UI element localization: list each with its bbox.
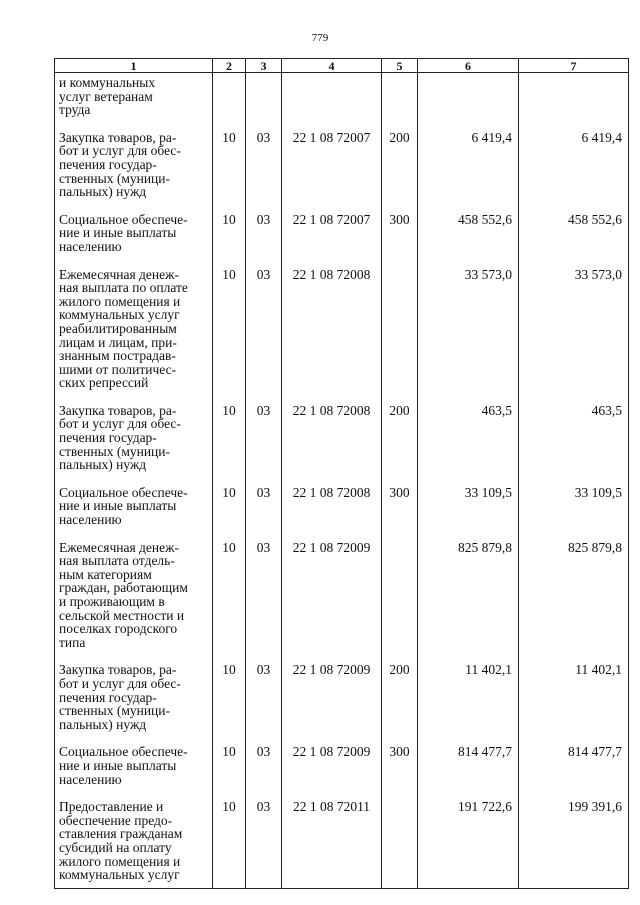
subsection-code: 03	[246, 541, 282, 664]
row-name-line: Ежемесячная денеж-	[59, 539, 179, 555]
row-name-line: Социальное обеспече-	[59, 744, 188, 760]
row-name	[55, 268, 213, 404]
amount-col-7: 6 419,4	[519, 131, 629, 213]
table-row	[55, 404, 629, 486]
table-row	[55, 745, 629, 800]
row-name-line: Социальное обеспече-	[59, 484, 188, 500]
row-name-line: и проживающим в	[59, 594, 165, 609]
section-code	[213, 73, 246, 131]
row-name-line: ставления гражданам	[59, 826, 183, 842]
section-code: 10	[213, 745, 246, 800]
row-name	[55, 800, 213, 888]
row-name-line: лицам и лицам, при-	[59, 334, 177, 350]
row-name-line: обеспечение предо-	[59, 812, 173, 828]
row-name-line: сельской местности и	[59, 607, 185, 623]
subsection-code: 03	[246, 131, 282, 213]
table-row	[55, 131, 629, 213]
amount-col-7: 463,5	[519, 404, 629, 486]
section-code: 10	[213, 213, 246, 268]
row-name-line: ние и иные выплаты	[59, 225, 177, 241]
row-name-line: ственных (муници-	[59, 170, 171, 186]
amount-col-7	[519, 73, 629, 131]
section-code: 10	[213, 131, 246, 213]
row-name	[55, 131, 213, 213]
expense-type-code: 200	[382, 131, 418, 213]
row-name-line: граждан, работающим	[59, 580, 188, 596]
row-name-line: жилого помещения и	[59, 293, 181, 309]
row-name-line: печения государ-	[59, 689, 157, 705]
section-code: 10	[213, 663, 246, 745]
row-name-line: и коммунальных	[59, 75, 156, 90]
target-article-code	[282, 73, 382, 131]
row-name-line: населению	[59, 238, 122, 254]
row-name-line: пальных) нужд	[59, 716, 147, 732]
target-article-code: 22 1 08 72009	[282, 663, 382, 745]
row-name-line: населению	[59, 512, 122, 528]
expense-type-code	[382, 268, 418, 404]
budget-table	[54, 58, 629, 889]
amount-col-6: 463,5	[418, 404, 519, 486]
target-article-code: 22 1 08 72007	[282, 213, 382, 268]
table-row	[55, 213, 629, 268]
row-name-line: ная выплата по оплате	[59, 280, 188, 296]
row-name	[55, 486, 213, 541]
header-col-6: 6	[418, 59, 519, 73]
row-name-line: поселках городского	[59, 621, 178, 637]
row-name-line: печения государ-	[59, 156, 157, 172]
amount-col-6: 814 477,7	[418, 745, 519, 800]
row-name-line: бот и услуг для обес-	[59, 143, 181, 159]
subsection-code: 03	[246, 213, 282, 268]
amount-col-7: 458 552,6	[519, 213, 629, 268]
row-name-line: населению	[59, 771, 122, 787]
row-name	[55, 73, 213, 131]
row-name-line: ние и иные выплаты	[59, 498, 177, 514]
expense-type-code: 300	[382, 745, 418, 800]
target-article-code: 22 1 08 72009	[282, 745, 382, 800]
page-number: 779	[311, 32, 329, 44]
target-article-code: 22 1 08 72007	[282, 131, 382, 213]
amount-col-7: 825 879,8	[519, 541, 629, 664]
amount-col-7: 33 573,0	[519, 268, 629, 404]
amount-col-6: 825 879,8	[418, 541, 519, 664]
header-col-1: 1	[55, 59, 213, 73]
amount-col-6: 11 402,1	[418, 663, 519, 745]
row-name-line: печения государ-	[59, 430, 157, 446]
row-name-line: ственных (муници-	[59, 703, 171, 719]
row-name	[55, 213, 213, 268]
row-name	[55, 404, 213, 486]
row-name-line: ная выплата отдель-	[59, 553, 175, 569]
target-article-code: 22 1 08 72008	[282, 404, 382, 486]
row-name-line: Предоставление и	[59, 799, 164, 815]
header-col-7: 7	[519, 59, 629, 73]
row-name-line: бот и услуг для обес-	[59, 416, 181, 432]
expense-type-code	[382, 541, 418, 664]
expense-type-code: 300	[382, 486, 418, 541]
row-name-line: ских репрессий	[59, 375, 149, 391]
amount-col-7: 11 402,1	[519, 663, 629, 745]
row-name-line: Закупка товаров, ра-	[59, 662, 177, 678]
table-row	[55, 268, 629, 404]
amount-col-6: 33 573,0	[418, 268, 519, 404]
row-name-line: бот и услуг для обес-	[59, 675, 181, 691]
amount-col-6: 191 722,6	[418, 800, 519, 888]
header-row	[55, 59, 629, 73]
section-code: 10	[213, 541, 246, 664]
table-row	[55, 541, 629, 664]
row-name-line: типа	[59, 634, 86, 650]
header-col-2: 2	[213, 59, 246, 73]
table-body	[55, 73, 629, 889]
row-name-line: пальных) нужд	[59, 184, 147, 200]
row-name-line: Закупка товаров, ра-	[59, 129, 177, 145]
row-name-line: Социальное обеспече-	[59, 211, 188, 227]
target-article-code: 22 1 08 72011	[282, 800, 382, 888]
subsection-code	[246, 73, 282, 131]
row-name-line: труда	[59, 102, 91, 118]
subsection-code: 03	[246, 268, 282, 404]
header-col-4: 4	[282, 59, 382, 73]
row-name-line: ственных (муници-	[59, 443, 171, 459]
row-name-line: знанным пострадав-	[59, 348, 176, 364]
row-name-line: жилого помещения и	[59, 853, 181, 869]
subsection-code: 03	[246, 404, 282, 486]
subsection-code: 03	[246, 663, 282, 745]
row-name	[55, 541, 213, 664]
row-name-line: шими от политичес-	[59, 361, 177, 377]
row-name-line: коммунальных услуг	[59, 867, 180, 883]
amount-col-7: 199 391,6	[519, 800, 629, 888]
table-row	[55, 800, 629, 888]
table-row	[55, 663, 629, 745]
amount-col-7: 33 109,5	[519, 486, 629, 541]
subsection-code: 03	[246, 745, 282, 800]
row-name-line: субсидий на оплату	[59, 839, 172, 855]
expense-type-code: 200	[382, 663, 418, 745]
budget-table-container	[54, 58, 628, 889]
row-name-line: ным категориям	[59, 566, 152, 582]
section-code: 10	[213, 268, 246, 404]
table-row	[55, 486, 629, 541]
section-code: 10	[213, 404, 246, 486]
header-col-3: 3	[246, 59, 282, 73]
amount-col-6: 33 109,5	[418, 486, 519, 541]
header-col-5: 5	[382, 59, 418, 73]
row-name-line: Закупка товаров, ра-	[59, 402, 177, 418]
subsection-code: 03	[246, 486, 282, 541]
row-name-line: ние и иные выплаты	[59, 757, 177, 773]
table-row	[55, 73, 629, 131]
amount-col-6: 6 419,4	[418, 131, 519, 213]
section-code: 10	[213, 800, 246, 888]
section-code: 10	[213, 486, 246, 541]
subsection-code: 03	[246, 800, 282, 888]
row-name-line: пальных) нужд	[59, 457, 147, 473]
target-article-code: 22 1 08 72009	[282, 541, 382, 664]
row-name	[55, 745, 213, 800]
amount-col-7: 814 477,7	[519, 745, 629, 800]
row-name-line: Ежемесячная денеж-	[59, 266, 179, 282]
expense-type-code	[382, 73, 418, 131]
amount-col-6: 458 552,6	[418, 213, 519, 268]
row-name	[55, 663, 213, 745]
target-article-code: 22 1 08 72008	[282, 486, 382, 541]
row-name-line: услуг ветеранам	[59, 88, 153, 104]
expense-type-code: 300	[382, 213, 418, 268]
target-article-code: 22 1 08 72008	[282, 268, 382, 404]
expense-type-code	[382, 800, 418, 888]
expense-type-code: 200	[382, 404, 418, 486]
row-name-line: коммунальных услуг	[59, 307, 180, 323]
row-name-line: реабилитированным	[59, 320, 177, 336]
amount-col-6	[418, 73, 519, 131]
